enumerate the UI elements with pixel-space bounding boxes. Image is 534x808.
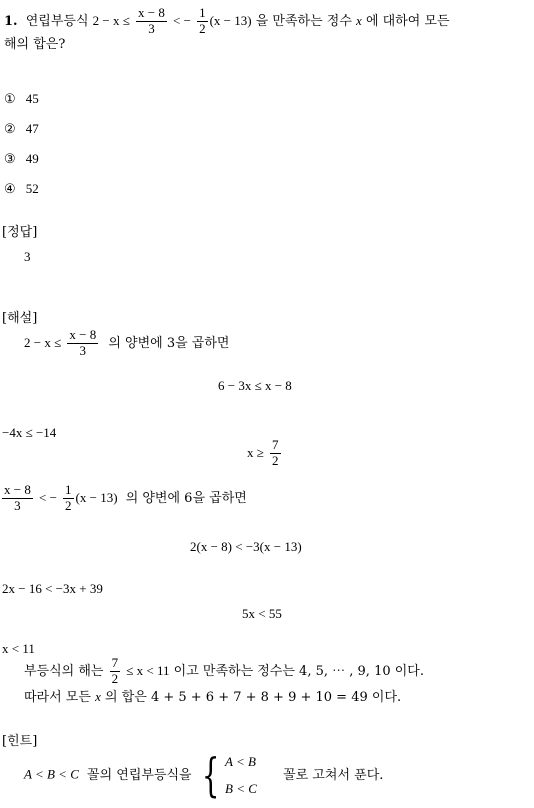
- choice-marker: ②: [4, 122, 16, 137]
- choice-marker: ③: [4, 152, 16, 167]
- equation-4: 2(x − 8) < −3(x − 13): [190, 539, 302, 554]
- hint-text-c: 꼴로 고쳐서 푼다.: [283, 767, 384, 783]
- concl1-a: 부등식의 해는: [24, 663, 104, 679]
- step2-rest: (x − 13): [75, 489, 118, 505]
- eq3-fraction: [270, 438, 281, 469]
- step1-text: 의 양변에 3을 곱하면: [108, 335, 230, 351]
- fraction-denominator: 2: [65, 497, 72, 513]
- question-number: 1.: [4, 13, 18, 29]
- answer-label: [정답]: [2, 225, 38, 240]
- hint-text-a: A < B < C: [24, 766, 79, 782]
- fraction-numerator: 7: [272, 437, 279, 452]
- question-var-x: x: [356, 12, 362, 28]
- hint-label: [힌트]: [2, 734, 38, 749]
- fraction-denominator: 2: [272, 452, 279, 468]
- equation-1: 6 − 3x ≤ x − 8: [218, 378, 292, 393]
- choice-marker: ④: [4, 182, 16, 197]
- fraction-denominator: 2: [111, 670, 119, 686]
- system-row-2: B < C: [225, 781, 257, 796]
- question-line-1: [4, 6, 450, 37]
- question-text-after-2: 에 대하여 모든: [365, 13, 450, 29]
- solution-label: [해설]: [2, 311, 38, 326]
- concl2-a: 따라서 모든: [24, 690, 91, 705]
- conclusion-line-2: [24, 690, 401, 704]
- left-brace-icon: {: [201, 748, 220, 802]
- step2-fraction-1: [2, 483, 33, 514]
- step2-text: 의 양변에 6을 곱하면: [125, 490, 247, 506]
- choice-value: 52: [25, 181, 39, 196]
- equation-2: −4x ≤ −14: [2, 425, 57, 440]
- question-math-after: (x − 13): [209, 12, 252, 28]
- question-line-2: 해의 합은?: [4, 37, 66, 52]
- choice-3[interactable]: [4, 152, 39, 166]
- system-rows: [225, 755, 257, 795]
- concl1-b: ≤ x < 11: [126, 662, 170, 678]
- system-row-1: A < B: [225, 754, 256, 769]
- fraction-numerator: 7: [111, 655, 119, 670]
- step2-fraction-2: [63, 483, 74, 514]
- fraction-numerator: 1: [65, 482, 72, 497]
- question-fraction-1: [136, 6, 167, 37]
- equation-7: x < 11: [2, 641, 35, 656]
- choice-value: 49: [25, 151, 39, 166]
- fraction-numerator: x − 8: [138, 5, 165, 20]
- fraction-numerator: x − 8: [69, 327, 97, 342]
- eq3-lhs: x ≥: [247, 444, 264, 460]
- choice-value: 47: [25, 121, 39, 136]
- equation-6: 5x < 55: [242, 606, 282, 621]
- fraction-denominator: 3: [148, 20, 155, 36]
- answer-value: 3: [24, 249, 31, 264]
- fraction-denominator: 3: [14, 497, 21, 513]
- question-lt-neg: < −: [173, 12, 191, 28]
- fraction-numerator: 1: [199, 5, 206, 20]
- choice-2[interactable]: [4, 122, 39, 136]
- concl2-b: 의 합은 4 + 5 + 6 + 7 + 8 + 9 + 10 = 49 이다.: [105, 690, 402, 705]
- step1-fraction: [67, 328, 98, 359]
- equation-3: [247, 438, 283, 469]
- step1-lhs: 2 − x ≤: [24, 334, 62, 350]
- conclusion-line-1: [24, 656, 424, 687]
- choice-4[interactable]: [4, 182, 39, 196]
- choice-value: 45: [25, 91, 39, 106]
- solution-step-1: [24, 328, 229, 359]
- concl1-c: 이고 만족하는 정수는 4, 5, ⋯ , 9, 10 이다.: [173, 663, 424, 679]
- equation-5: 2x − 16 < −3x + 39: [2, 581, 103, 596]
- fraction-denominator: 3: [79, 342, 87, 358]
- choice-1[interactable]: [4, 92, 39, 106]
- choice-marker: ①: [4, 92, 16, 107]
- solution-step-2: [2, 483, 247, 514]
- question-fraction-2: [197, 6, 208, 37]
- fraction-numerator: x − 8: [4, 482, 31, 497]
- step2-mid: < −: [38, 489, 57, 505]
- concl1-fraction: [110, 656, 121, 687]
- question-text-before: 연립부등식: [25, 13, 89, 29]
- hint-text-b: 꼴의 연립부등식을: [87, 767, 192, 783]
- fraction-denominator: 2: [199, 20, 206, 36]
- hint-line: [24, 748, 384, 802]
- hint-system: [196, 748, 257, 802]
- concl2-var-x: x: [95, 689, 101, 704]
- question-math-lhs: 2 − x ≤: [92, 12, 130, 28]
- question-text-after-1: 을 만족하는 정수: [255, 13, 352, 29]
